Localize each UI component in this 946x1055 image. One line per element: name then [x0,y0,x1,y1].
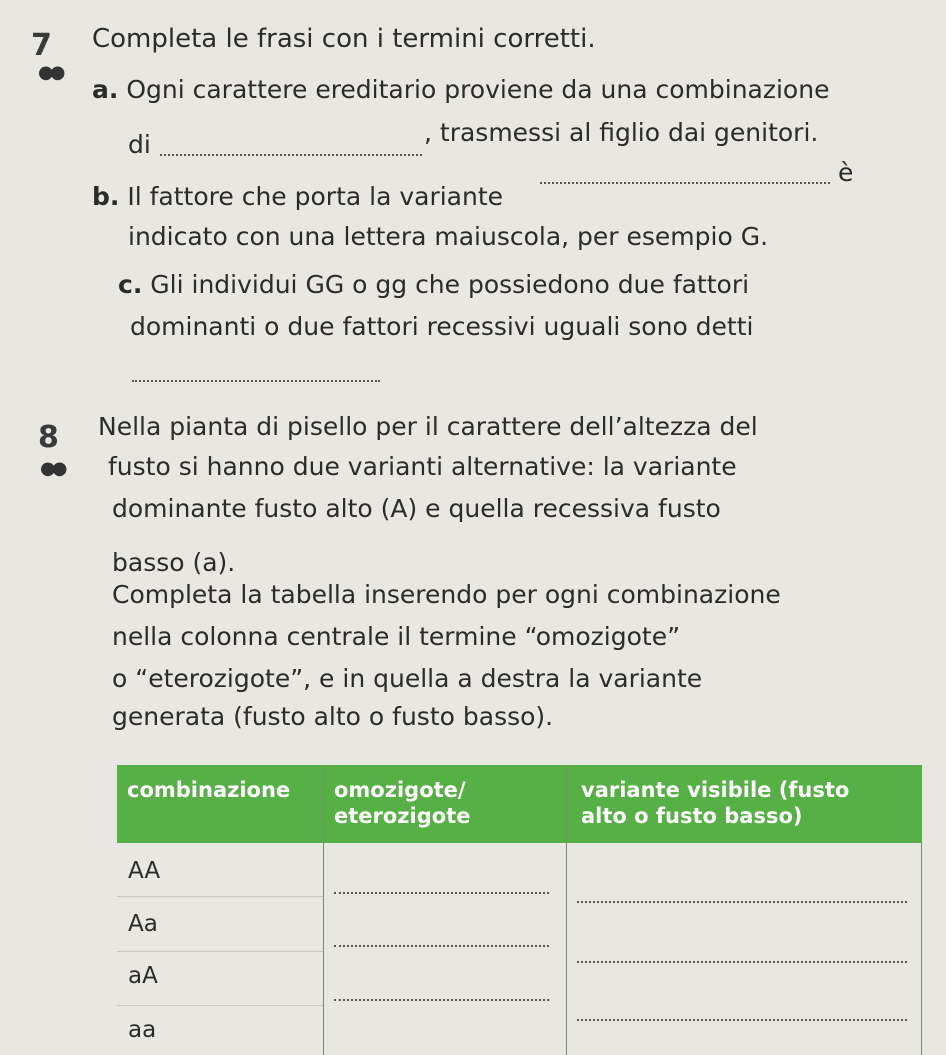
row-label-aa: aa [128,1017,157,1043]
exercise-8-line2: fusto si hanno due varianti alternative: la variante [108,452,737,481]
item-a-letter: a. [92,75,119,104]
row-label-AA: AA [128,858,161,884]
blank-c[interactable] [132,380,380,382]
exercise-8-line1: Nella pianta di pisello per il carattere dell’altezza del [98,412,758,441]
header-variante-visibile [567,765,922,843]
col-divider-2 [566,765,567,1055]
exercise-8-line4: basso (a). [112,548,236,577]
exercise-8-difficulty: ●● [40,458,64,479]
exercise-7-title: Completa le frasi con i termini corretti. [92,24,596,54]
item-a-line2-post: , trasmessi al figlio dai genitori. [424,118,819,147]
header-col2-line1: omozigote/ [334,778,466,802]
item-c-letter: c. [118,270,143,299]
exercise-7-number: 7 [31,28,52,63]
exercise-8-line5: Completa la tabella inserendo per ogni combinazione [112,580,781,609]
header-combinazione [117,765,323,843]
exercise-8-line7: o “eterozigote”, e in quella a destra la variante [112,664,703,693]
row-separator [117,951,323,952]
genotype-table [117,765,922,1055]
header-omozigote-eterozigote [324,765,566,843]
item-c-text: Gli individui GG o gg che possiedono due fattori [150,270,750,299]
row-separator [117,896,323,897]
item-a-text: Ogni carattere ereditario proviene da una combinazione [126,75,830,104]
exercise-8-number: 8 [38,420,59,455]
exercise-8-line3: dominante fusto alto (A) e quella recessiva fusto [112,494,721,523]
item-a-line1 [92,75,829,105]
header-col2-line2: eterozigote [334,804,471,828]
item-b-letter: b. [92,182,120,211]
answer-blank-Aa-variant[interactable] [577,961,907,963]
item-b-text: Il fattore che porta la variante [127,182,504,211]
item-c-line2: dominanti o due fattori recessivi uguali sono detti [130,312,754,341]
row-label-Aa: Aa [128,911,158,937]
blank-a[interactable] [160,154,422,156]
item-c-line1 [118,270,749,300]
col-divider-3 [921,843,922,1055]
col-divider-1 [323,765,324,1055]
header-col1-text: combinazione [127,778,291,802]
item-b-line1 [92,182,503,212]
header-col3-line2: alto o fusto basso) [581,804,803,828]
header-col3-line1: variante visibile (fusto [581,778,850,802]
answer-blank-aA-variant[interactable] [577,1019,907,1021]
answer-blank-aA-type[interactable] [334,999,549,1001]
item-b-line1-post: è [838,158,854,187]
answer-blank-Aa-type[interactable] [334,945,549,947]
item-b-line2: indicato con una lettera maiuscola, per esempio G. [128,222,769,251]
exercise-8-line8: generata (fusto alto o fusto basso). [112,702,554,731]
row-label-aA: aA [128,963,158,989]
answer-blank-AA-type[interactable] [334,892,549,894]
row-separator [117,1005,323,1006]
item-a-line2-pre: di [128,130,151,159]
answer-blank-AA-variant[interactable] [577,901,907,903]
exercise-7-difficulty: ●● [38,62,62,83]
blank-b[interactable] [540,182,830,184]
exercise-8-line6: nella colonna centrale il termine “omozigote” [112,622,681,651]
